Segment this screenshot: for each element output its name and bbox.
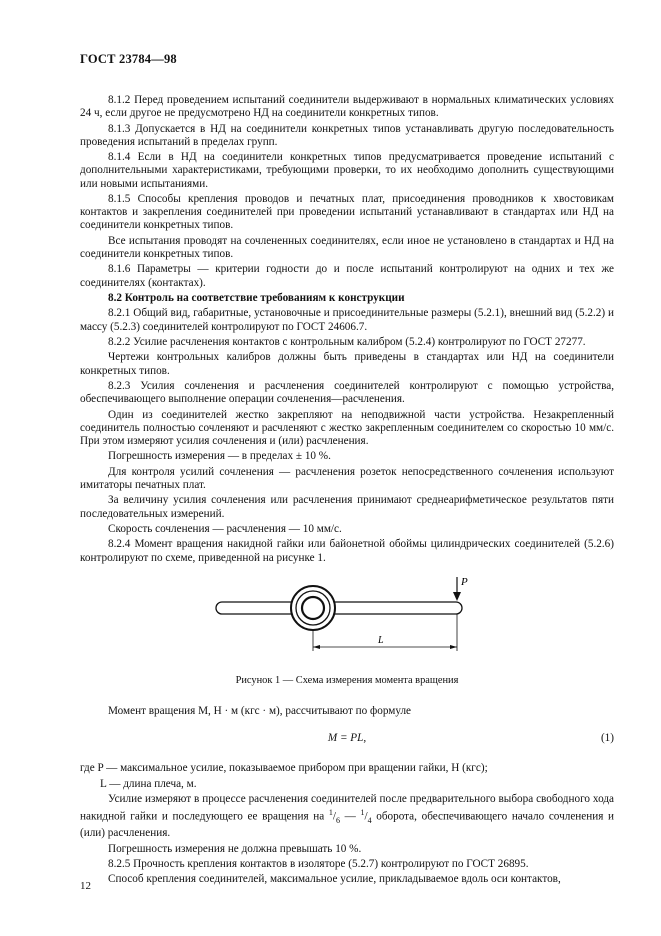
torque-measurement-diagram [210,575,470,667]
section-heading-8-2: 8.2 Контроль на соответствие требованиям к конструкции [108,291,405,304]
effort-text-start: Усилие измеряют в процессе расчленения соединителей после предварительного выбора свободного хода накидной гайки и последующего ее вращения на [80,792,614,823]
formula-line [80,732,614,754]
paragraph-8-2-3: 8.2.3 Усилия сочленения и расчленения соединителей контролируют с помощью устройства, обеспечивающего выполнение операции сочленения—расчленения. [80,379,614,406]
paragraph-method: Способ крепления соединителей, максимальное усилие, прикладываемое вдоль оси контактов, [108,873,561,886]
paragraph-effort: Усилие измеряют в процессе расчленения соединителей после предварительного выбора свободного хода накидной гайки и последующего ее вращения на $^1/_6$ — $^1/_4$ оборота, обеспечивающего начало сочленения и (или) расчленения. [80,792,614,840]
fraction-1-numerator: 1 [328,808,333,818]
fraction-2-denominator: 4 [367,816,372,826]
dimension-arrow-left [313,645,320,649]
page-number: 12 [80,880,91,892]
fraction-separator: — [340,810,361,823]
paragraph-8-1-5: 8.1.5 Способы крепления проводов и печатных плат, присоединения проводников к хвостовикам контактов и закрепления соединителей при проведении испытаний устанавливают в стандартах или НД на соединители конкретных типов. [80,192,614,232]
lever-bar [216,602,462,614]
formula: M = PL, [327,732,367,745]
dimension-arrow-right [450,645,457,649]
force-label: P [461,575,468,588]
paragraph-where-l: L — длина плеча, м. [100,777,197,790]
paragraph-one-connector: Один из соединителей жестко закрепляют на неподвижной части устройства. Незакрепленный соединитель полностью сочленяют и расчленяют с жестко закрепленным соединителем со скоростью 10 мм/с. При этом измеряют усилия сочленения и (или) расчленения. [80,408,614,447]
paragraph-8-1-6: 8.1.6 Параметры — критерии годности до и после испытаний контролируют на одних и тех же соединителях (контактах). [80,263,614,289]
paragraph-value: За величину усилия сочленения или расчленения принимают среднеарифметическое результатов пяти последовательных измерений. [80,494,614,520]
paragraph-control-sockets: Для контроля усилий сочленения — расчленения розеток непосредственного сочленения используют имитаторы печатных плат. [80,465,614,491]
paragraph-8-2-4: 8.2.4 Момент вращения накидной гайки или байонетной обоймы цилиндрических соединителей (5.2.6) контролируют по схеме, приведенной на рисунке 1. [80,538,614,564]
nut-inner-ring [302,597,324,619]
paragraph-drawings: Чертежи контрольных калибров должны быть приведены в стандартах или НД на соединители конкретных типов. [80,351,614,377]
document-body [80,94,614,889]
paragraph-error-10: Погрешность измерения — в пределах ± 10 %. [108,450,331,463]
formula-number: (1) [600,732,614,745]
paragraph-8-1-4: 8.1.4 Если в НД на соединители конкретных типов предусматривается проведение испытаний с дополнительными характеристиками, требующими проверки, то их необходимо дополнить существующими или новыми испытаниями. [80,151,614,190]
length-label: L [378,634,384,646]
paragraph-all-tests: Все испытания проводят на сочлененных соединителях, если иное не установлено в стандартах и НД на соединители конкретных типов. [80,234,614,260]
document-header: ГОСТ 23784—98 [80,52,177,66]
figure-caption: Рисунок 1 — Схема измерения момента вращения [235,674,459,686]
paragraph-8-2-1: 8.2.1 Общий вид, габаритные, установочные и присоединительные размеры (5.2.1), внешний вид (5.2.2) и массу (5.2.3) соединителей контролируют по ГОСТ 24606.7. [80,307,614,333]
fraction-2-numerator: 1 [360,808,365,818]
paragraph-speed: Скорость сочленения — расчленения — 10 мм/с. [108,522,342,535]
paragraph-8-2-5: 8.2.5 Прочность крепления контактов в изоляторе (5.2.7) контролируют по ГОСТ 26895. [108,858,529,871]
effort-text-end: оборота, обеспечивающего начало сочленения и (или) расчленения. [80,810,614,840]
paragraph-8-2-2: 8.2.2 Усилие расчленения контактов с контрольным калибром (5.2.4) контролируют по ГОСТ 27277. [108,335,586,348]
paragraph-8-1-3: 8.1.3 Допускается в НД на соединители конкретных типов устанавливать другую последовательность проведения испытаний в пределах групп. [80,122,614,148]
paragraph-error-max: Погрешность измерения не должна превышать 10 %. [108,842,362,855]
figure-1 [80,575,614,670]
paragraph-where-p: где P — максимальное усилие, показываемое прибором при вращении гайки, Н (кгс); [80,762,488,775]
fraction-1-denominator: 6 [336,816,340,826]
paragraph-moment: Момент вращения M, Н · м (кгс · м), рассчитывают по формуле [108,704,412,717]
paragraph-8-1-2: 8.1.2 Перед проведением испытаний соединители выдерживают в нормальных климатических условиях 24 ч, если другое не предусмотрено НД на соединители конкретных типов. [80,94,614,120]
force-arrow-head [453,592,461,601]
